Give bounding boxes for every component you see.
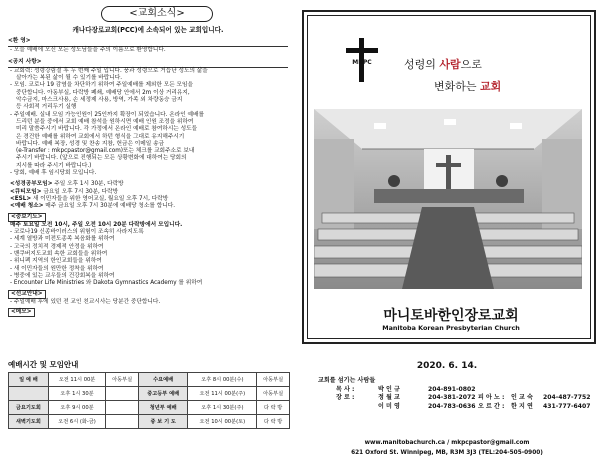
staff-row: 목 사 : 박 인 규 204-891-0802 xyxy=(336,385,476,393)
sanctuary-photo xyxy=(314,109,582,289)
meeting-qt: <큐티모임> 금요일 오후 7시 30분, 다락방 xyxy=(10,188,119,195)
table-row: 새벽기도회 오전 6시 (화-금) 중 보 기 도 오전 10시 00분(토) 다 락 방 xyxy=(9,415,290,429)
mission-text: - 주일예배 후에 있던 전 교인 친교시사는 당분간 중단합니다. xyxy=(10,298,161,305)
staff-list xyxy=(318,377,594,411)
notice-subtitle: 캐나다장로교회(PCC)에 소속되어 있는 교회입니다. xyxy=(72,26,224,34)
notice-item-calendar: - 교회력: 성령강림절 후 두 번째 주일 입니다. 풍과 성령으로 거듭난 성도의 삶을 xyxy=(10,67,208,74)
prayer-item: - Encounter Life Ministries 와 Dakota Gymnastics Academy 를 위하여 xyxy=(10,280,203,287)
table-row: 일 예 배 오전 11시 00분 아동부실 수요예배 오후 8시 00분(수) 아동부실 xyxy=(9,373,290,387)
church-logo xyxy=(346,38,378,82)
prayer-item: - 위니펙 지역의 한인교회들을 위하여 xyxy=(10,258,102,265)
memo-heading: <메모> xyxy=(8,308,35,317)
church-address: 621 Oxford St. Winnipeg, MB, R3M 3J3 (TEL:204-505-0900) xyxy=(351,450,543,456)
table-row: 오후 1시 30분 중고등부 예배 오전 11시 00분(주) 아동부실 xyxy=(9,387,290,401)
welcome-heading: <환 영> xyxy=(8,38,288,47)
mission-heading: <선교안내> xyxy=(8,290,46,299)
bulletin-date: 2020. 6. 14. xyxy=(416,361,478,371)
web-email: www.manitobachurch.ca / mkpcpastor@gmail.com xyxy=(364,440,530,446)
schedule-table xyxy=(8,372,290,429)
cover-frame xyxy=(302,10,596,344)
staff-title: 교회를 섬기는 사람들 xyxy=(318,377,376,384)
slogan-line-2: 변화하는 교회 xyxy=(434,80,502,93)
prayer-heading: <중보기도> xyxy=(8,213,46,222)
schedule-title: 예배시간 및 모임안내 xyxy=(8,359,288,373)
welcome-text: - 오늘 예배에 오신 모든 성도님들을 주의 이름으로 환영합니다. xyxy=(10,47,166,54)
church-name-korean: 마니토바한인장로교회 xyxy=(383,308,519,324)
notice-heading: <공지 사항> xyxy=(8,59,288,68)
notice-item-session: - 당회, 예배 후 임시당회 모입니다. xyxy=(10,170,97,177)
notice-title: <교회소식> xyxy=(101,6,213,22)
prayer-item: - 밴쿠버지도교회 속한 교회들을 위하여 xyxy=(10,251,108,258)
prayer-item: - 병중에 있는 교우들의 건강회복을 위하여 xyxy=(10,272,115,279)
slogan-line-1: 성령의 사람으로 xyxy=(404,58,482,71)
staff-row: 장 로 : 정 월 교 204-381-2072 피 아 노 : 인 교 숙 204-487-7752 xyxy=(336,394,591,402)
prayer-intro: 매주 토요일 오전 10시, 주일 오전 10시 20분 다락방에서 모입니다. xyxy=(10,221,183,228)
meeting-cleaning: <예배 청소> 매주 금요일 오후 7시 30분에 예배당 청소를 합니다. xyxy=(10,203,176,210)
meeting-esl: <ESL> 새 이민자들을 위한 영어교실, 월요일 오후 7시, 다락방 xyxy=(10,195,169,202)
svg-text:MKPC: MKPC xyxy=(352,59,372,66)
cover-page xyxy=(300,0,594,465)
prayer-item: - 고국의 정치적 경제적 안정을 위하여 xyxy=(10,243,104,250)
left-page xyxy=(6,0,290,465)
staff-row: 이 미 영 204-783-0636 오 르 간 : 한 지 연 431-777-6407 xyxy=(378,402,591,410)
church-name-english: Manitoba Korean Presbyterian Church xyxy=(382,324,520,332)
notice-content: <환 영> - 오늘 예배에 오신 모든 성도님들을 주의 이름으로 환영합니다. <공지 사항> - 교회력: 성령강림절 후 두 번째 주일 입니다. 풍과 성령으로 거듭난 성도의 삶을 살아가는 복된 삶이 될 수 있기를 바랍니다. - 모임. 코로나 19 감염을 차단하기 위하여 주일예배를 제외한 모든 모임을 중단합니다. 아동부실, 다락방 폐쇄, 예배당 안에서 2m 이상 거리유지, 악수금지, 마스크사용, 손 세정제 사용, 방역, 가족 외 차량동승 금지 등 사회적 거리두기 실행 - 주일예배. 실내 모임 가능인원이 25인까지 확장이 되었습니다. 온라인 예배를 드리던 분들 중에서 교회 예배 참석을 원하시면 예배 인원 조정을 위하여 미리 말씀주시기 바랍니다. 각 가정에서 온라인 예배로 참여하시는 성도들 은 경건한 예배를 위하여 교회에서 하던 형식을 그대로 유지해주시기 바랍니다. 예배 복장, 성경 및 찬송 지참, 헌금은 이메일 송금 (e-Transfer : mkpcpastor@gmail.com)또는 체크를 교회주소로 보내 주시기 바랍니다. (앞으로 진행되는 모든 상황변화에 대하여는 당회의 지시를 따라 주시기 바랍니다.) - 당회, 예배 후 임시당회 모입니다. <성경공부모임> 주일 오후 1시 30분, 다락방 <큐티모임> 금요일 오후 7시 30분, 다락방 <ESL> 새 이민자들을 위한 영어교실, 월요일 오후 7시, 다락방 <예배 청소> 매주 금요일 오후 7시 30분에 예배당 청소를 합니다. <중보기도> 매주 토요일 오전 10시, 주일 오전 10시 20분 다락방에서 모입니다. - 코로나19 신종바이러스의 위험이 조속히 사라지도록 - 세계 열방과 미전도종족 복음화를 위하여 - 고국의 정치적 경제적 안정을 위하여 - 밴쿠버지도교회 속한 교회들을 위하여 - 위니펙 지역의 한인교회들을 위하여 - 새 이민자들의 원만한 정착을 위하여 - 병중에 있는 교우들의 건강회복을 위하여 - Encounter Life Ministries 와 Dakota Gymnastics Academy 를 위하여 <선교안내> - 주일예배 후에 있던 전 교인 친교시사는 당분간 중단합니다. <메모> xyxy=(8,38,288,317)
notice-item-worship: - 주일예배. 실내 모임 가능인원이 25인까지 확장이 되었습니다. 온라인 예배를 xyxy=(10,111,204,118)
table-row: 금요기도회 오후 9시 00분 청년부 예배 오후 1시 30분(주) 다 락 방 xyxy=(9,401,290,415)
prayer-item: - 세계 열방과 미전도종족 복음화를 위하여 xyxy=(10,236,115,243)
meeting-bible-study: <성경공부모임> 주일 오후 1시 30분, 다락방 xyxy=(10,181,124,188)
prayer-item: - 코로나19 신종바이러스의 위험이 조속히 사라지도록 xyxy=(10,229,144,236)
prayer-item: - 새 이민자들의 원만한 정착을 위하여 xyxy=(10,265,104,272)
notice-item-meetings: - 모임. 코로나 19 감염을 차단하기 위하여 주일예배를 제외한 모든 모임을 xyxy=(10,82,194,89)
